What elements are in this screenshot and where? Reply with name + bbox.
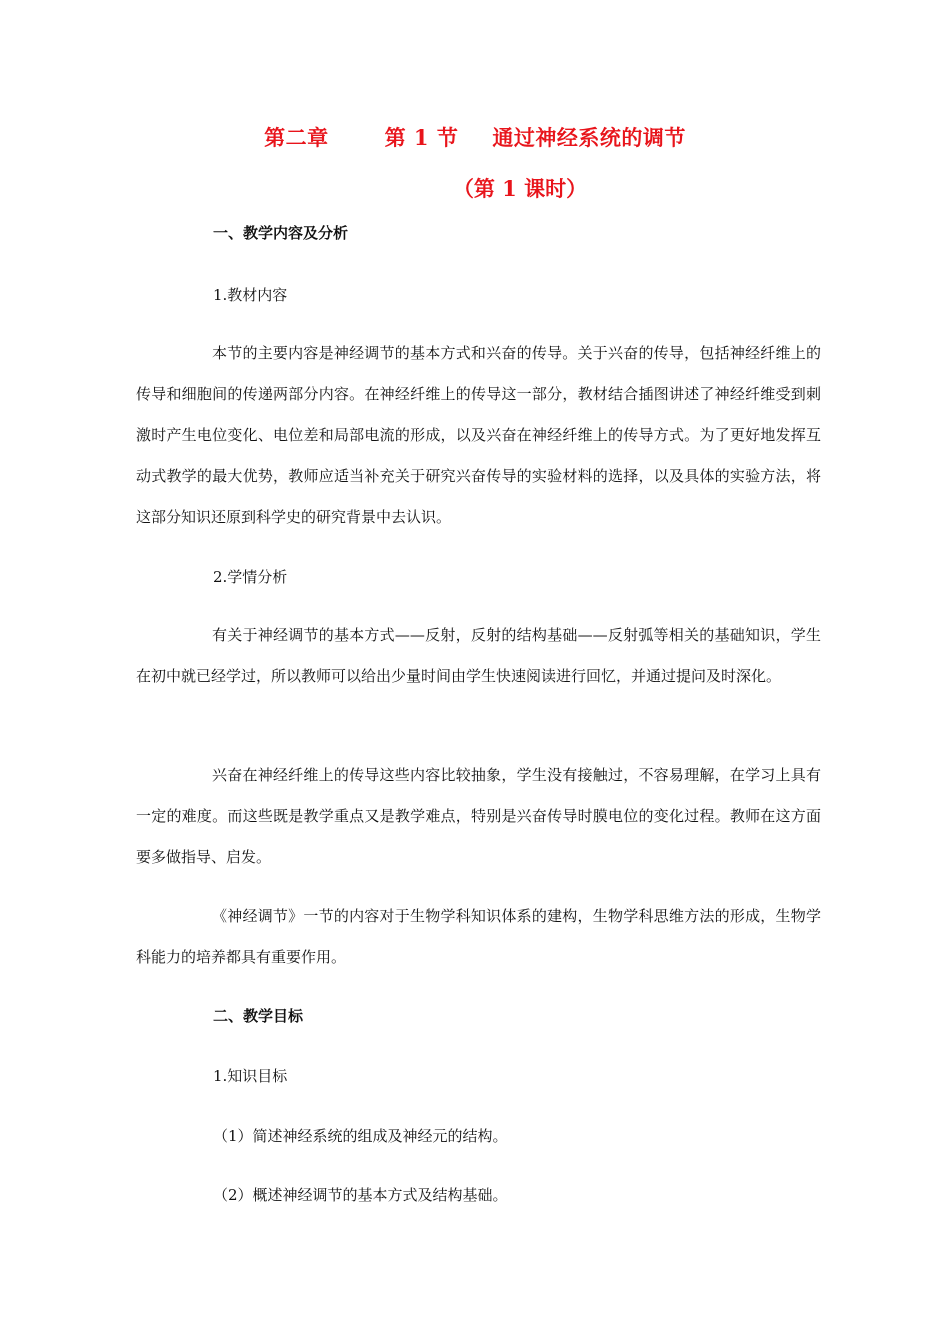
subheading-knowledge-goals: 1.知识目标 bbox=[213, 1067, 288, 1085]
section-heading-teaching-goals: 二、教学目标 bbox=[213, 1007, 304, 1025]
paragraph-student-analysis-3: 《神经调节》一节的内容对于生物学科知识体系的建构，生物学科思维方法的形成，生物学科能力的培养都具有重要作用。 bbox=[136, 907, 821, 966]
title-name: 通过神经系统的调节 bbox=[492, 125, 686, 150]
document-title bbox=[0, 122, 950, 152]
paragraph-textbook-content: 本节的主要内容是神经调节的基本方式和兴奋的传导。关于兴奋的传导，包括神经纤维上的传导和细胞间的传递两部分内容。在神经纤维上的传导这一部分，教材结合插图讲述了神经纤维受到刺激时产生电位变化、电位差和局部电流的形成，以及兴奋在神经纤维上的传导方式。为了更好地发挥互动式教学的最大优势，教师应适当补充关于研究兴奋传导的实验材料的选择，以及具体的实验方法，将这部分知识还原到科学史的研究背景中去认识。 bbox=[136, 344, 821, 526]
paragraph-student-analysis-2: 兴奋在神经纤维上的传导这些内容比较抽象，学生没有接触过，不容易理解，在学习上具有一定的难度。而这些既是教学重点又是教学难点，特别是兴奋传导时膜电位的变化过程。教师在这方面要多做指导、启发。 bbox=[136, 766, 821, 866]
paragraph-student-analysis-1: 有关于神经调节的基本方式——反射，反射的结构基础——反射弧等相关的基础知识，学生在初中就已经学过，所以教师可以给出少量时间由学生快速阅读进行回忆，并通过提问及时深化。 bbox=[136, 626, 821, 685]
subheading-student-analysis: 2.学情分析 bbox=[213, 568, 288, 586]
title-section: 第 1 节 bbox=[384, 125, 459, 150]
title-chapter: 第二章 bbox=[264, 125, 329, 150]
list-item-goal-1: （1）简述神经系统的组成及神经元的结构。 bbox=[213, 1127, 508, 1145]
list-item-goal-2: （2）概述神经调节的基本方式及结构基础。 bbox=[213, 1186, 508, 1204]
document-subtitle: （第 1 课时） bbox=[452, 176, 588, 201]
subheading-textbook-content: 1.教材内容 bbox=[213, 286, 288, 304]
section-heading-content-analysis: 一、教学内容及分析 bbox=[213, 224, 349, 242]
